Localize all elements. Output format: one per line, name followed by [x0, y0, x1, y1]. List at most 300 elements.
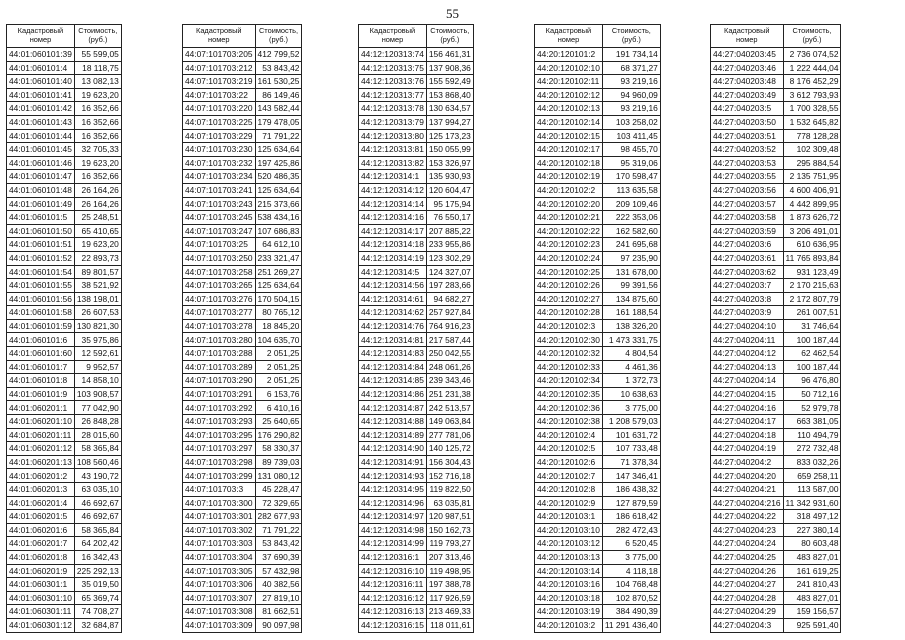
cadastral-number-cell: 44:20:120102:4 [535, 428, 603, 442]
page-number: 55 [446, 6, 459, 21]
cadastral-number-cell: 44:27:040203:52 [711, 143, 784, 157]
cadastral-number-cell: 44:20:120103:19 [535, 605, 603, 619]
table-row [183, 578, 302, 592]
cadastral-number-cell: 44:20:120102:35 [535, 387, 603, 401]
table-row [7, 442, 122, 456]
cadastral-number-cell: 44:12:120313:76 [359, 75, 427, 89]
table-row [183, 387, 302, 401]
cost-cell: 119 793,27 [426, 537, 473, 551]
cost-cell: 215 373,66 [255, 197, 302, 211]
table-row [535, 183, 661, 197]
cost-cell: 156 304,43 [426, 455, 473, 469]
cost-cell: 2 172 807,79 [783, 292, 841, 306]
cost-cell: 71 378,34 [602, 455, 660, 469]
table-row [7, 292, 122, 306]
cost-cell: 610 636,95 [783, 238, 841, 252]
cost-cell: 113 635,58 [602, 183, 660, 197]
cost-cell: 64 202,42 [74, 537, 121, 551]
cost-cell: 26 848,28 [74, 415, 121, 429]
cost-cell: 241 810,43 [783, 578, 841, 592]
cost-cell: 6 410,16 [255, 401, 302, 415]
cadastral-number-cell: 44:27:040204:20 [711, 469, 784, 483]
cost-cell: 207 885,22 [426, 224, 473, 238]
cadastral-number-cell: 44:12:120316:10 [359, 564, 427, 578]
cost-cell: 217 587,44 [426, 333, 473, 347]
cadastral-number-cell: 44:12:120314:1 [359, 170, 427, 184]
table-row [7, 156, 122, 170]
table-row [7, 591, 122, 605]
table-row [359, 523, 474, 537]
table-row [7, 251, 122, 265]
table-row [183, 183, 302, 197]
table-row [183, 333, 302, 347]
cost-cell: 137 908,36 [426, 61, 473, 75]
cost-cell: 2 051,25 [255, 360, 302, 374]
cadastral-number-cell: 44:27:040204:29 [711, 605, 784, 619]
table-row [7, 415, 122, 429]
cadastral-number-cell: 44:01:060301:10 [7, 591, 75, 605]
cost-cell: 65 410,65 [74, 224, 121, 238]
table-row [535, 48, 661, 62]
cost-cell: 153 326,97 [426, 156, 473, 170]
table-row [711, 428, 841, 442]
table-row [7, 564, 122, 578]
table-row [535, 469, 661, 483]
cost-cell: 77 042,90 [74, 401, 121, 415]
header-cost: Стоимость, (руб.) [602, 25, 660, 48]
cost-cell: 4 804,54 [602, 347, 660, 361]
cost-cell: 138 326,20 [602, 319, 660, 333]
table-row [535, 279, 661, 293]
cost-cell: 241 695,68 [602, 238, 660, 252]
cadastral-number-cell: 44:12:120313:74 [359, 48, 427, 62]
table-row [359, 143, 474, 157]
cadastral-number-cell: 44:07:101703:293 [183, 415, 256, 429]
cadastral-number-cell: 44:27:040203:5 [711, 102, 784, 116]
cost-cell: 123 302,29 [426, 251, 473, 265]
cadastral-number-cell: 44:07:101703:219 [183, 75, 256, 89]
table-row [183, 537, 302, 551]
cost-cell: 197 388,78 [426, 578, 473, 592]
cadastral-number-cell: 44:07:101703:309 [183, 618, 256, 632]
cadastral-number-cell: 44:07:101703:290 [183, 374, 256, 388]
table-row [183, 618, 302, 632]
cadastral-number-cell: 44:20:120103:18 [535, 591, 603, 605]
table-row [7, 387, 122, 401]
cost-cell: 659 258,11 [783, 469, 841, 483]
cadastral-number-cell: 44:27:040203:61 [711, 251, 784, 265]
table-row [359, 510, 474, 524]
cadastral-number-cell: 44:27:040204:14 [711, 374, 784, 388]
cadastral-number-cell: 44:01:060201:12 [7, 442, 75, 456]
cadastral-number-cell: 44:20:120102:26 [535, 279, 603, 293]
cadastral-number-cell: 44:01:060101:60 [7, 347, 75, 361]
table-row [359, 591, 474, 605]
table-row [183, 564, 302, 578]
cost-cell: 58 365,84 [74, 523, 121, 537]
table-row [359, 156, 474, 170]
cadastral-number-cell: 44:12:120314:19 [359, 251, 427, 265]
table-row [711, 251, 841, 265]
cost-cell: 1 532 645,82 [783, 115, 841, 129]
cadastral-number-cell: 44:07:101703:243 [183, 197, 256, 211]
table-row [183, 591, 302, 605]
cost-cell: 68 371,27 [602, 61, 660, 75]
cost-cell: 10 638,63 [602, 387, 660, 401]
cadastral-number-cell: 44:07:101703:250 [183, 251, 256, 265]
cadastral-number-cell: 44:20:120102:19 [535, 170, 603, 184]
table-row [535, 442, 661, 456]
cost-cell: 12 592,61 [74, 347, 121, 361]
cost-cell: 13 082,13 [74, 75, 121, 89]
cost-cell: 117 926,59 [426, 591, 473, 605]
cadastral-number-cell: 44:27:040203:48 [711, 75, 784, 89]
cadastral-number-cell: 44:01:060201:4 [7, 496, 75, 510]
cadastral-number-cell: 44:20:120102:24 [535, 251, 603, 265]
table-row [359, 442, 474, 456]
table-row [711, 143, 841, 157]
cost-cell: 135 930,93 [426, 170, 473, 184]
table-row [7, 347, 122, 361]
cadastral-number-cell: 44:20:120103:2 [535, 618, 603, 632]
cadastral-number-cell: 44:07:101703:292 [183, 401, 256, 415]
cost-cell: 250 042,55 [426, 347, 473, 361]
table-row [183, 102, 302, 116]
cadastral-number-cell: 44:12:120314:99 [359, 537, 427, 551]
table-row [359, 428, 474, 442]
header-cadastral-number: Кадастровый номер [359, 25, 427, 48]
table-row [7, 61, 122, 75]
table-row [711, 415, 841, 429]
cost-cell: 26 164,26 [74, 183, 121, 197]
cadastral-number-cell: 44:27:040204:26 [711, 564, 784, 578]
table-row [7, 455, 122, 469]
cost-cell: 125 173,23 [426, 129, 473, 143]
table-row [183, 415, 302, 429]
cadastral-number-cell: 44:20:120102:27 [535, 292, 603, 306]
cost-cell: 257 927,84 [426, 306, 473, 320]
cadastral-number-cell: 44:20:120102:5 [535, 442, 603, 456]
cost-cell: 97 235,90 [602, 251, 660, 265]
cadastral-number-cell: 44:20:120101:2 [535, 48, 603, 62]
cadastral-number-cell: 44:12:120314:90 [359, 442, 427, 456]
table-row [7, 618, 122, 632]
table-row [535, 75, 661, 89]
table-row [7, 129, 122, 143]
cadastral-number-cell: 44:07:101703:232 [183, 156, 256, 170]
cadastral-number-cell: 44:01:060201:6 [7, 523, 75, 537]
table-row [359, 415, 474, 429]
cadastral-table-2 [182, 24, 302, 633]
cadastral-number-cell: 44:27:040204:27 [711, 578, 784, 592]
table-row [7, 183, 122, 197]
cost-cell: 282 472,43 [602, 523, 660, 537]
cadastral-number-cell: 44:01:060101:42 [7, 102, 75, 116]
cost-cell: 764 916,23 [426, 319, 473, 333]
table-row [359, 115, 474, 129]
table-row [183, 211, 302, 225]
table-row [183, 279, 302, 293]
cost-cell: 104 768,48 [602, 578, 660, 592]
table-header-row [183, 25, 302, 48]
cost-cell: 4 442 899,95 [783, 197, 841, 211]
table-row [535, 347, 661, 361]
cost-cell: 225 292,13 [74, 564, 121, 578]
table-row [711, 197, 841, 211]
cost-cell: 55 599,05 [74, 48, 121, 62]
cadastral-number-cell: 44:27:040204:15 [711, 387, 784, 401]
table-row [7, 483, 122, 497]
table-row [711, 605, 841, 619]
cost-cell: 99 391,56 [602, 279, 660, 293]
cadastral-number-cell: 44:12:120314:61 [359, 292, 427, 306]
cost-cell: 102 309,48 [783, 143, 841, 157]
cost-cell: 52 979,78 [783, 401, 841, 415]
table-row [711, 279, 841, 293]
header-cost: Стоимость, (руб.) [783, 25, 841, 48]
cadastral-number-cell: 44:01:060301:11 [7, 605, 75, 619]
cadastral-number-cell: 44:20:120102:3 [535, 319, 603, 333]
table-row [711, 292, 841, 306]
cost-cell: 147 346,41 [602, 469, 660, 483]
table-row [711, 265, 841, 279]
table-row [711, 578, 841, 592]
cadastral-number-cell: 44:07:101703:225 [183, 115, 256, 129]
cadastral-number-cell: 44:07:101703:295 [183, 428, 256, 442]
cadastral-number-cell: 44:07:101703:297 [183, 442, 256, 456]
table-row [183, 483, 302, 497]
table-row [535, 265, 661, 279]
cost-cell: 19 623,20 [74, 238, 121, 252]
table-row [359, 224, 474, 238]
cadastral-number-cell: 44:07:101703:22 [183, 88, 256, 102]
cadastral-number-cell: 44:12:120314:18 [359, 238, 427, 252]
cadastral-number-cell: 44:20:120103:12 [535, 537, 603, 551]
cost-cell: 19 623,20 [74, 156, 121, 170]
cadastral-number-cell: 44:12:120314:98 [359, 523, 427, 537]
table-row [359, 48, 474, 62]
cadastral-number-cell: 44:01:060101:59 [7, 319, 75, 333]
cost-cell: 176 290,82 [255, 428, 302, 442]
table-row [535, 170, 661, 184]
table-row [535, 360, 661, 374]
cadastral-number-cell: 44:12:120316:1 [359, 550, 427, 564]
cadastral-number-cell: 44:07:101703:205 [183, 48, 256, 62]
cadastral-number-cell: 44:07:101703:3 [183, 483, 256, 497]
cadastral-number-cell: 44:07:101703:265 [183, 279, 256, 293]
table-row [535, 374, 661, 388]
cost-cell: 295 884,54 [783, 156, 841, 170]
cadastral-number-cell: 44:20:120103:14 [535, 564, 603, 578]
cadastral-number-cell: 44:07:101703:241 [183, 183, 256, 197]
cost-cell: 261 007,51 [783, 306, 841, 320]
cadastral-number-cell: 44:01:060101:55 [7, 279, 75, 293]
table-row [183, 347, 302, 361]
cadastral-number-cell: 44:07:101703:298 [183, 455, 256, 469]
table-row [359, 360, 474, 374]
table-row [7, 319, 122, 333]
table-row [183, 129, 302, 143]
table-row [7, 75, 122, 89]
cadastral-number-cell: 44:27:040203:8 [711, 292, 784, 306]
cadastral-number-cell: 44:27:040203:55 [711, 170, 784, 184]
cadastral-number-cell: 44:07:101703:306 [183, 578, 256, 592]
cadastral-number-cell: 44:01:060101:58 [7, 306, 75, 320]
table-row [711, 102, 841, 116]
table-row [711, 442, 841, 456]
cost-cell: 127 879,59 [602, 496, 660, 510]
cadastral-number-cell: 44:27:040203:45 [711, 48, 784, 62]
cost-cell: 104 635,70 [255, 333, 302, 347]
table-row [183, 170, 302, 184]
cost-cell: 778 128,28 [783, 129, 841, 143]
cost-cell: 16 352,66 [74, 129, 121, 143]
cost-cell: 86 149,46 [255, 88, 302, 102]
cost-cell: 81 662,51 [255, 605, 302, 619]
table-row [183, 469, 302, 483]
table-row [7, 537, 122, 551]
cost-cell: 100 187,44 [783, 333, 841, 347]
cost-cell: 16 352,66 [74, 170, 121, 184]
table-row [183, 319, 302, 333]
cadastral-number-cell: 44:27:040203:46 [711, 61, 784, 75]
table-row [535, 483, 661, 497]
table-row [183, 224, 302, 238]
cadastral-number-cell: 44:20:120102:20 [535, 197, 603, 211]
cadastral-number-cell: 44:12:120314:93 [359, 469, 427, 483]
table-row [359, 279, 474, 293]
cadastral-number-cell: 44:12:120313:77 [359, 88, 427, 102]
cost-cell: 22 893,73 [74, 251, 121, 265]
cadastral-number-cell: 44:07:101703:258 [183, 265, 256, 279]
cadastral-number-cell: 44:20:120102:36 [535, 401, 603, 415]
cost-cell: 124 327,07 [426, 265, 473, 279]
cadastral-number-cell: 44:07:101703:280 [183, 333, 256, 347]
table-row [535, 224, 661, 238]
cost-cell: 90 097,98 [255, 618, 302, 632]
header-cost: Стоимость, (руб.) [255, 25, 302, 48]
cost-cell: 57 432,98 [255, 564, 302, 578]
table-row [535, 102, 661, 116]
table-row [183, 510, 302, 524]
cost-cell: 233 321,47 [255, 251, 302, 265]
cadastral-number-cell: 44:12:120314:83 [359, 347, 427, 361]
table-row [359, 374, 474, 388]
cost-cell: 18 118,75 [74, 61, 121, 75]
cost-cell: 130 821,30 [74, 319, 121, 333]
cost-cell: 149 063,84 [426, 415, 473, 429]
table-row [183, 360, 302, 374]
table-row [711, 496, 841, 510]
cost-cell: 384 490,39 [602, 605, 660, 619]
cadastral-number-cell: 44:01:060101:6 [7, 333, 75, 347]
table-row [711, 211, 841, 225]
cost-cell: 197 425,86 [255, 156, 302, 170]
cost-cell: 239 343,46 [426, 374, 473, 388]
cadastral-number-cell: 44:01:060301:1 [7, 578, 75, 592]
cost-cell: 50 712,16 [783, 387, 841, 401]
cost-cell: 520 486,35 [255, 170, 302, 184]
cost-cell: 93 219,16 [602, 102, 660, 116]
cadastral-number-cell: 44:01:060101:43 [7, 115, 75, 129]
cost-cell: 98 455,70 [602, 143, 660, 157]
cadastral-number-cell: 44:27:040204:18 [711, 428, 784, 442]
cost-cell: 1 873 626,72 [783, 211, 841, 225]
cost-cell: 277 781,06 [426, 428, 473, 442]
table-row [183, 75, 302, 89]
cost-cell: 113 587,00 [783, 483, 841, 497]
cost-cell: 282 677,93 [255, 510, 302, 524]
cadastral-number-cell: 44:12:120314:17 [359, 224, 427, 238]
cost-cell: 6 153,76 [255, 387, 302, 401]
table-row [359, 455, 474, 469]
table-row [535, 578, 661, 592]
cost-cell: 53 843,42 [255, 537, 302, 551]
cadastral-number-cell: 44:01:060101:54 [7, 265, 75, 279]
cadastral-number-cell: 44:07:101703:278 [183, 319, 256, 333]
cadastral-number-cell: 44:07:101703:304 [183, 550, 256, 564]
table-row [7, 469, 122, 483]
table-row [535, 415, 661, 429]
cost-cell: 16 342,43 [74, 550, 121, 564]
table-row [711, 170, 841, 184]
table-row [535, 251, 661, 265]
cost-cell: 45 228,47 [255, 483, 302, 497]
cadastral-number-cell: 44:07:101703:276 [183, 292, 256, 306]
cost-cell: 19 623,20 [74, 88, 121, 102]
table-row [711, 75, 841, 89]
cost-cell: 156 461,31 [426, 48, 473, 62]
cost-cell: 11 765 893,84 [783, 251, 841, 265]
cost-cell: 25 640,65 [255, 415, 302, 429]
cadastral-table-3 [358, 24, 474, 633]
table-row [535, 550, 661, 564]
cadastral-number-cell: 44:07:101703:301 [183, 510, 256, 524]
table-row [7, 48, 122, 62]
cost-cell: 71 791,22 [255, 129, 302, 143]
cost-cell: 197 283,66 [426, 279, 473, 293]
table-header-row [7, 25, 122, 48]
cadastral-number-cell: 44:07:101703:277 [183, 306, 256, 320]
table-row [711, 510, 841, 524]
cost-cell: 1 473 331,75 [602, 333, 660, 347]
cost-cell: 103 411,45 [602, 129, 660, 143]
cadastral-number-cell: 44:12:120314:14 [359, 197, 427, 211]
cost-cell: 833 032,26 [783, 455, 841, 469]
table-row [711, 88, 841, 102]
cost-cell: 25 248,51 [74, 211, 121, 225]
cost-cell: 222 353,06 [602, 211, 660, 225]
cadastral-number-cell: 44:01:060201:3 [7, 483, 75, 497]
cadastral-number-cell: 44:12:120314:87 [359, 401, 427, 415]
cost-cell: 4 461,36 [602, 360, 660, 374]
cadastral-number-cell: 44:12:120314:96 [359, 496, 427, 510]
cost-cell: 37 690,39 [255, 550, 302, 564]
table-row [711, 537, 841, 551]
table-row [535, 401, 661, 415]
table-row [7, 211, 122, 225]
table-row [535, 428, 661, 442]
cost-cell: 31 746,64 [783, 319, 841, 333]
table-row [711, 224, 841, 238]
cadastral-number-cell: 44:01:060101:50 [7, 224, 75, 238]
table-row [535, 197, 661, 211]
cadastral-number-cell: 44:07:101703:300 [183, 496, 256, 510]
cost-cell: 318 497,12 [783, 510, 841, 524]
cost-cell: 3 206 491,01 [783, 224, 841, 238]
cadastral-number-cell: 44:01:060101:46 [7, 156, 75, 170]
cadastral-number-cell: 44:01:060101:9 [7, 387, 75, 401]
